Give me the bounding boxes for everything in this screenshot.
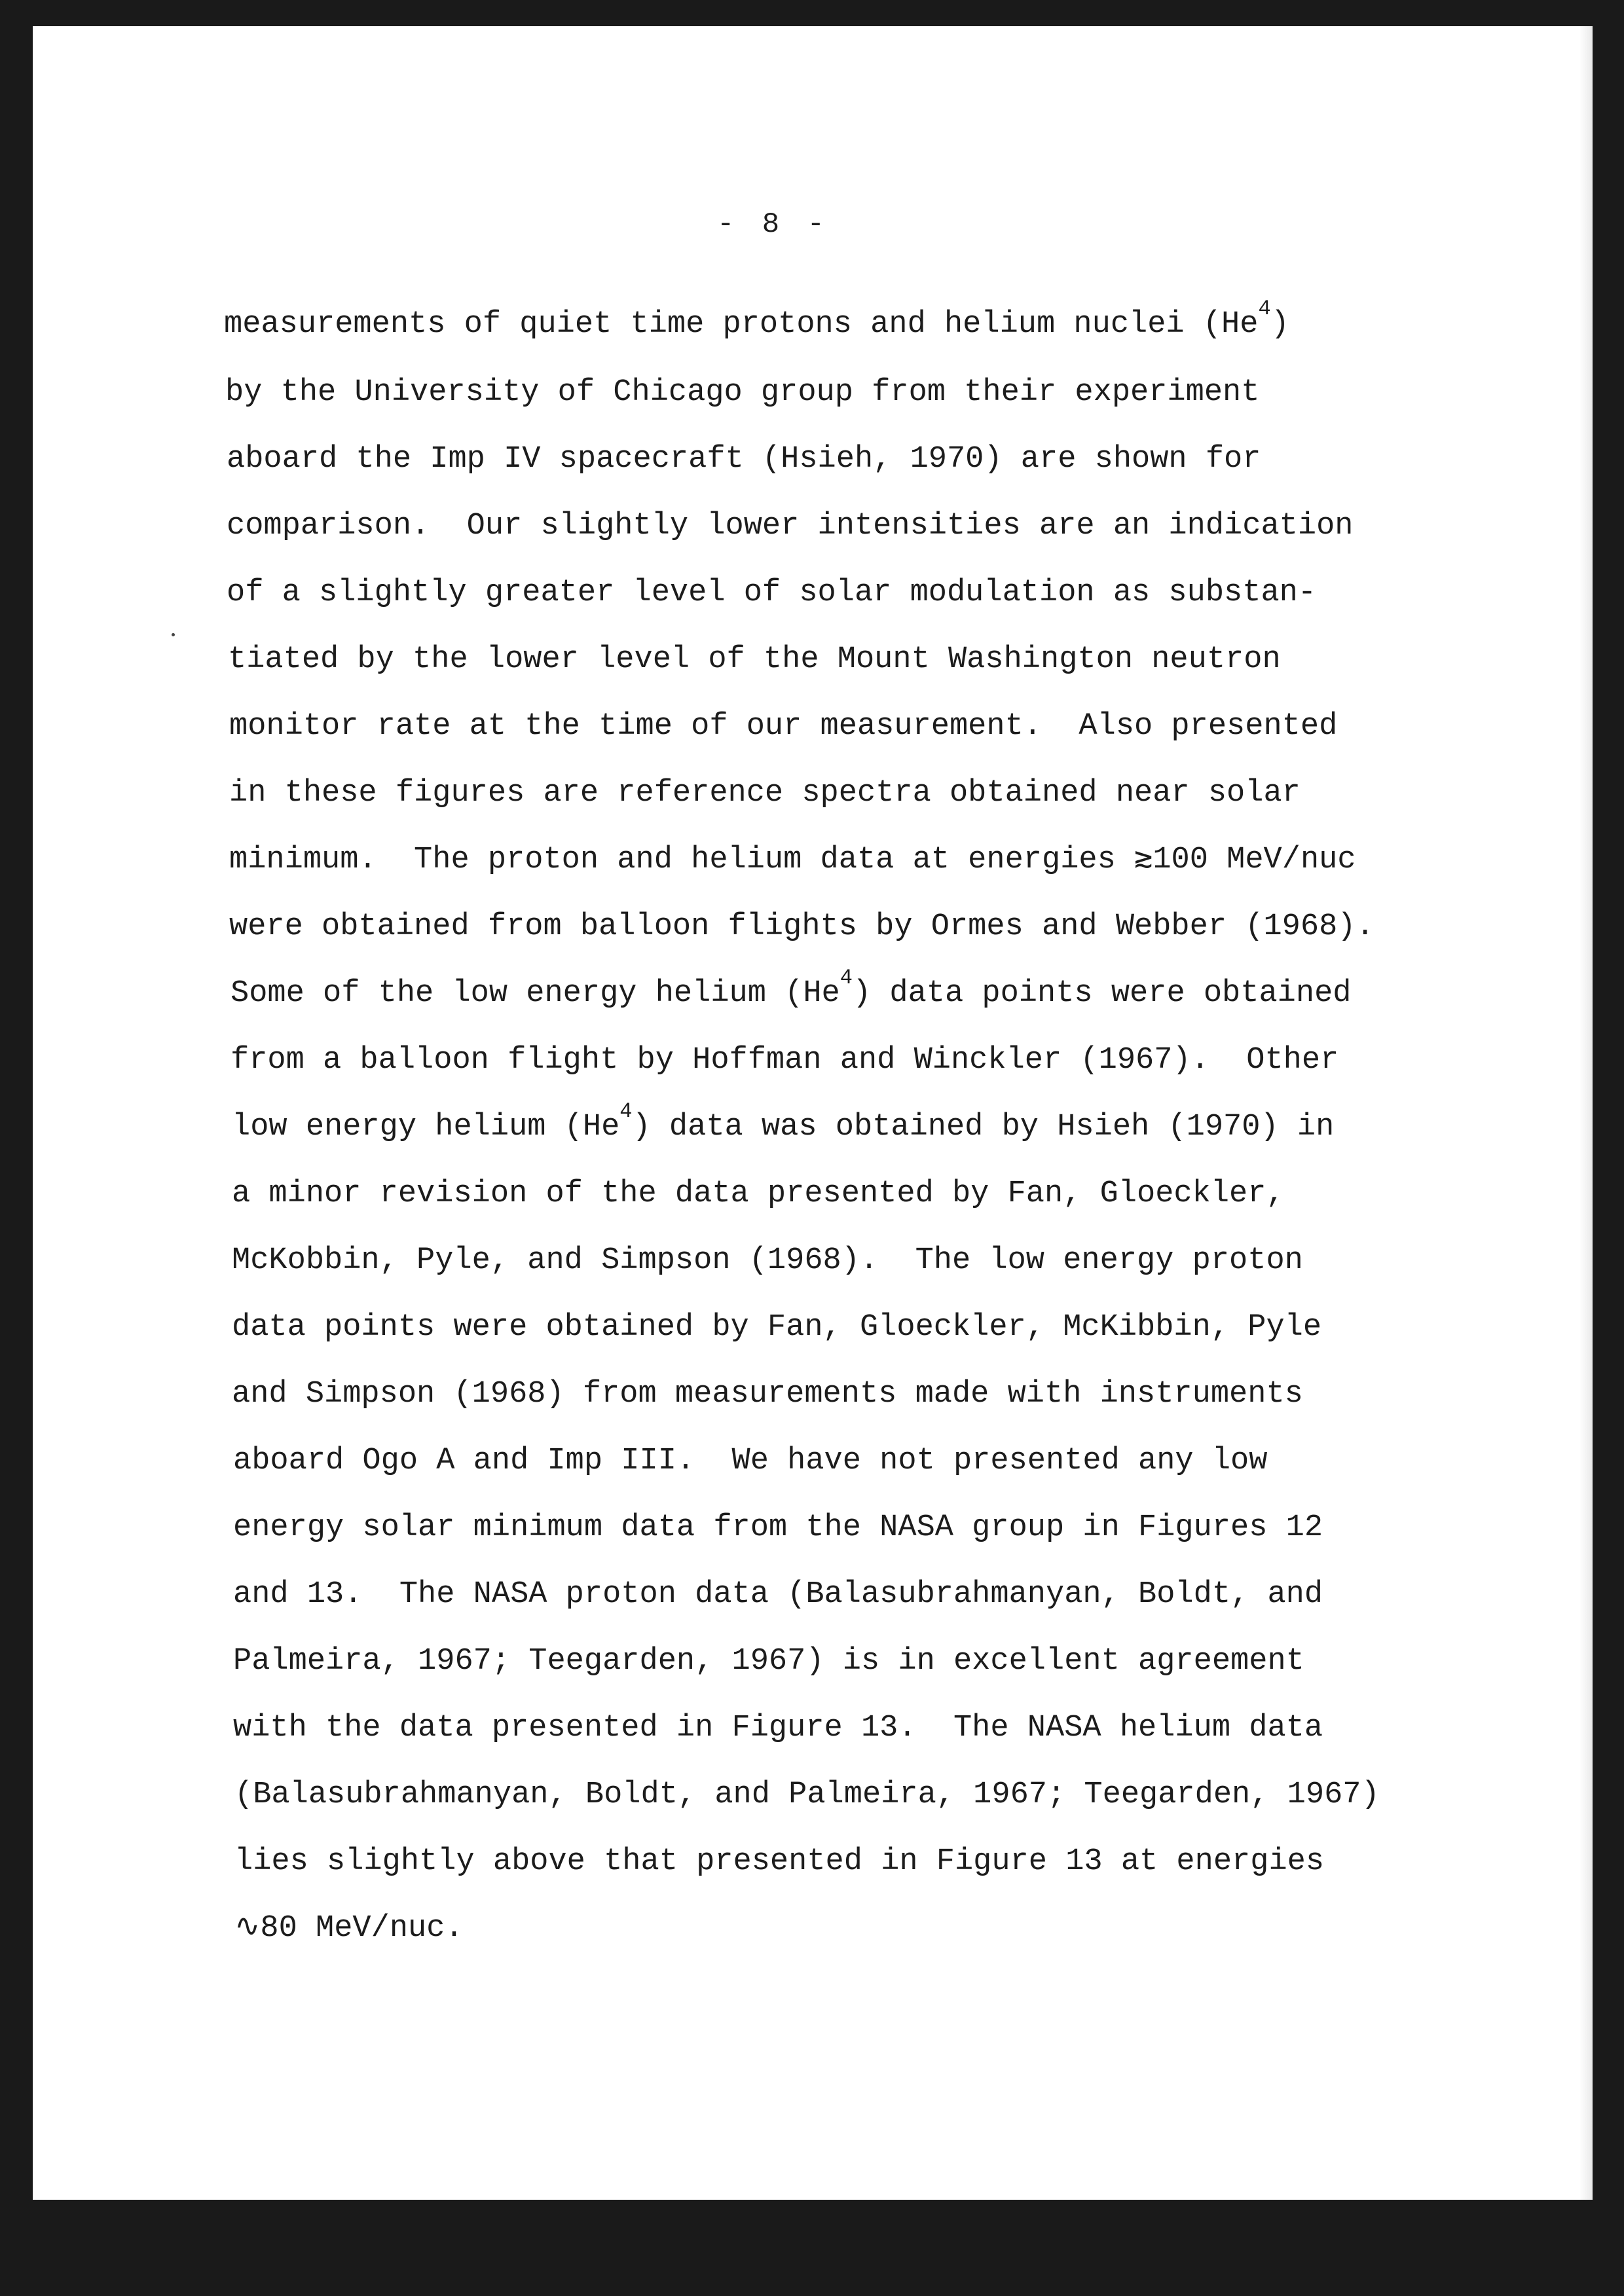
body-line: aboard Ogo A and Imp III. We have not presented any low [233, 1444, 1268, 1478]
scan-speck [172, 633, 175, 636]
body-line: low energy helium (He$^4$) data was obtained by Hsieh (1970) in [232, 1099, 1335, 1145]
body-line: McKobbin, Pyle, and Simpson (1968). The low energy proton [232, 1243, 1303, 1278]
scan-border-left [0, 0, 33, 2296]
scan-border-bottom [0, 2200, 1624, 2296]
body-line: of a slightly greater level of solar modulation as substan- [227, 575, 1317, 610]
body-line: comparison. Our slightly lower intensities are an indication [227, 509, 1354, 543]
body-line: with the data presented in Figure 13. The NASA helium data [233, 1711, 1323, 1745]
scan-border-right [1593, 0, 1624, 2296]
body-line: tiated by the lower level of the Mount Washington neutron [228, 642, 1281, 677]
document-page [33, 26, 1579, 2200]
body-line: lies slightly above that presented in Figure 13 at energies [234, 1844, 1325, 1879]
scan-border-top [0, 0, 1624, 26]
body-line: energy solar minimum data from the NASA group in Figures 12 [233, 1510, 1323, 1545]
body-line: data points were obtained by Fan, Gloeckler, McKibbin, Pyle [232, 1310, 1322, 1345]
body-line: by the University of Chicago group from their experiment [225, 375, 1260, 410]
body-line: Palmeira, 1967; Teegarden, 1967) is in excellent agreement [233, 1644, 1304, 1679]
body-line: were obtained from balloon flights by Ormes and Webber (1968). [229, 909, 1375, 944]
body-line: a minor revision of the data presented by Fan, Gloeckler, [232, 1176, 1285, 1211]
body-line: monitor rate at the time of our measurement. Also presented [229, 709, 1338, 744]
body-line: Some of the low energy helium (He$^4$) data points were obtained [231, 966, 1352, 1011]
body-line: and Simpson (1968) from measurements made with instruments [232, 1377, 1303, 1412]
body-line: and 13. The NASA proton data (Balasubrahmanyan, Boldt, and [233, 1577, 1323, 1612]
body-line: aboard the Imp IV spacecraft (Hsieh, 1970) are shown for [227, 442, 1261, 477]
body-line: from a balloon flight by Hoffman and Winckler (1967). Other [231, 1043, 1339, 1078]
body-line: measurements of quiet time protons and helium nuclei (He$^4$) [224, 297, 1289, 342]
paper-edge-shadow [1579, 26, 1593, 2200]
body-line: ∿80 MeV/nuc. [234, 1911, 464, 1946]
body-line: minimum. The proton and helium data at energies ≳100 MeV/nuc [229, 843, 1356, 877]
body-line: in these figures are reference spectra obtained near solar [229, 776, 1301, 811]
page-number: - 8 - [717, 208, 830, 241]
body-line: (Balasubrahmanyan, Boldt, and Palmeira, 1967; Teegarden, 1967) [234, 1777, 1380, 1812]
